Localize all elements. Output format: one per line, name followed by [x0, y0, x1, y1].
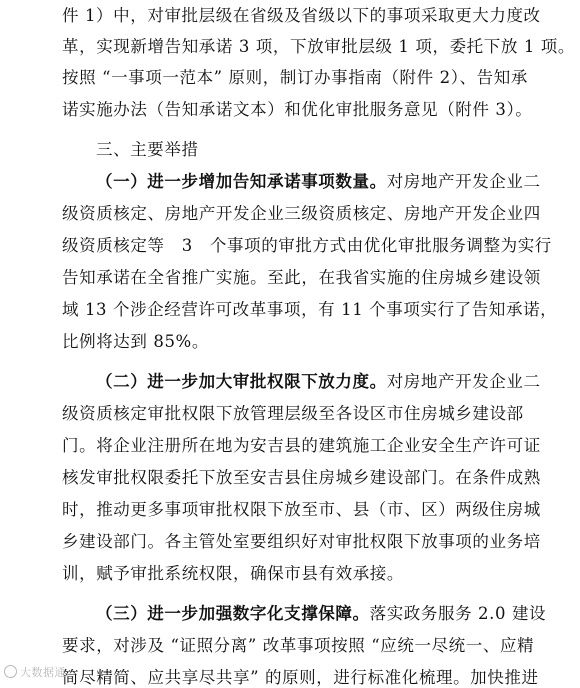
text-line: [62, 404, 532, 424]
heading-run: （三）进一步加强数字化支撑保障。: [96, 604, 370, 623]
text-line: [62, 37, 575, 57]
text-line: [62, 532, 541, 552]
text-run: 乡建设部门。各主管处室要组织好对审批权限下放事项的业务培: [62, 532, 541, 551]
heading-run: （二）进一步加大审批权限下放力度。: [96, 372, 387, 391]
text-line: [62, 6, 541, 26]
text-line: [96, 372, 566, 392]
text-run: 落实政务服务 2.0 建设: [369, 604, 547, 623]
text-line: [62, 204, 541, 224]
text-run: 训，赋予审批系统权限，确保市县有效承接。: [62, 564, 404, 583]
text-line: [62, 268, 541, 288]
text-run: 域 13 个涉企经营许可改革事项，有 11 个事项实行了告知承诺，: [62, 300, 558, 319]
text-run: 件 1）中，对审批层级在省级及省级以下的事项采取更大力度改: [62, 6, 541, 25]
text-line: [96, 604, 566, 624]
watermark: [4, 664, 66, 680]
text-run: 简尽精简、应共享尽共享” 的原则，进行标准化梳理。加快推进: [62, 668, 539, 687]
text-run: 告知承诺在全省推广实施。至此，在我省实施的住房城乡建设领: [62, 268, 541, 287]
text-run: 门。将企业注册所在地为安吉县的建筑施工企业安全生产许可证: [62, 436, 541, 455]
text-run: 要求，对涉及 “证照分离” 改革事项按照 “应统一尽统一、应精: [62, 636, 535, 655]
text-run: 革，实现新增告知承诺 3 项，下放审批层级 1 项，委托下放 1 项。: [62, 37, 575, 56]
text-line: [62, 636, 535, 656]
text-run: 时，推动更多事项审批权限下放至市、县（市、区）两级住房城: [62, 500, 541, 519]
text-line: [96, 140, 566, 160]
text-run: 比例将达到 85%。: [62, 332, 209, 351]
text-line: [62, 332, 532, 352]
text-run: 级资质核定、房地产开发企业三级资质核定、房地产开发企业四: [62, 204, 541, 223]
watermark-logo-icon: [4, 665, 17, 678]
heading-run: （一）进一步增加告知承诺事项数量。: [96, 172, 387, 191]
text-line: [62, 500, 541, 520]
text-run: 诺实施办法（告知承诺文本）和优化审批服务意见（附件 3）。: [62, 100, 533, 119]
text-line: [62, 100, 532, 120]
text-run: 核发审批权限委托下放至安吉县住房城乡建设部门。在条件成熟: [62, 468, 541, 487]
text-line: [96, 172, 566, 192]
text-line: [62, 668, 539, 688]
text-run: 按照 “一事项一范本” 原则，制订办事指南（附件 2）、告知承: [62, 68, 528, 87]
text-run: 对房地产开发企业二: [386, 172, 541, 191]
text-line: [62, 68, 532, 88]
text-line: [62, 564, 532, 584]
text-run: 级资质核定等 3 个事项的审批方式由优化审批服务调整为实行: [62, 236, 552, 255]
watermark-text: 大数据通: [20, 666, 66, 679]
text-run: 三、主要举措: [96, 140, 199, 159]
text-line: [62, 468, 541, 488]
text-line: [62, 436, 541, 456]
text-run: 级资质核定审批权限下放管理层级至各设区市住房城乡建设部: [62, 404, 524, 423]
text-line: [62, 236, 552, 256]
text-line: [62, 300, 558, 320]
text-run: 对房地产开发企业二: [386, 372, 541, 391]
